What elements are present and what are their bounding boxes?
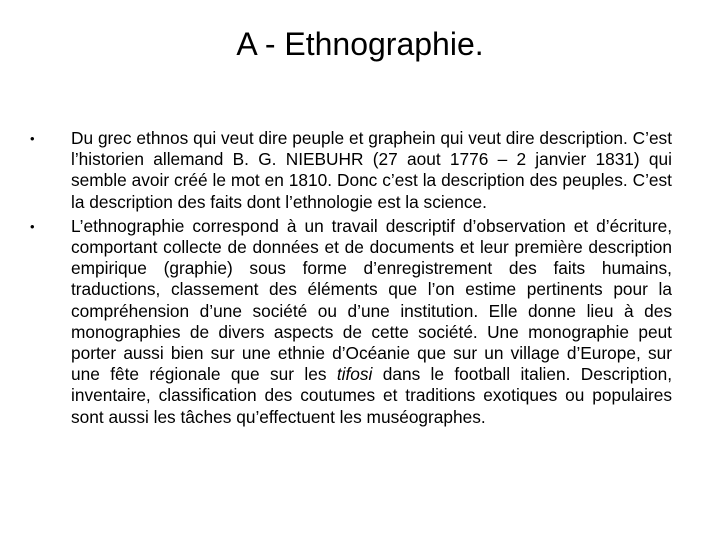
bullet-dot-icon: •	[30, 218, 35, 234]
bullet-item-definition	[30, 216, 672, 428]
slide-title: A - Ethnographie.	[236, 26, 484, 62]
bullet-text-definition-italic: tifosi	[336, 364, 373, 385]
bullet-dot-icon: •	[30, 131, 35, 146]
bullet-list	[30, 128, 672, 431]
bullet-text-definition-end: dans le football italien. Description, inventaire, classification des coutumes et traditions exotiques ou populaires sont aussi les tâches qu’effectuent les muséographes.	[71, 364, 672, 427]
bullet-item-etymology	[30, 128, 672, 213]
bullet-text-etymology: Du grec ethnos qui veut dire peuple et graphein qui veut dire description. C’est l’historien allemand B. G. NIEBUHR (27 aout 1776 – 2 janvier 1831) qui semble avoir créé le mot en 1810. Donc c’est la description des peuples. C’est la description des faits dont l’ethnologie est la science.	[71, 128, 672, 212]
bullet-text-definition-start: L’ethnographie correspond à un travail descriptif d’observation et d’écriture, comportant collecte de données et de documents et leur première description empirique (graphie) sous forme d’enregistrement des faits humains, traductions, classement des éléments que l’on estime pertinents pour la compréhension d’une société ou d’une institution. Elle donne lieu à des monographies de divers aspects de cette société. Une monographie peut porter aussi bien sur une ethnie d’Océanie que sur un village d’Europe, sur une fête régionale que sur les	[71, 215, 672, 385]
